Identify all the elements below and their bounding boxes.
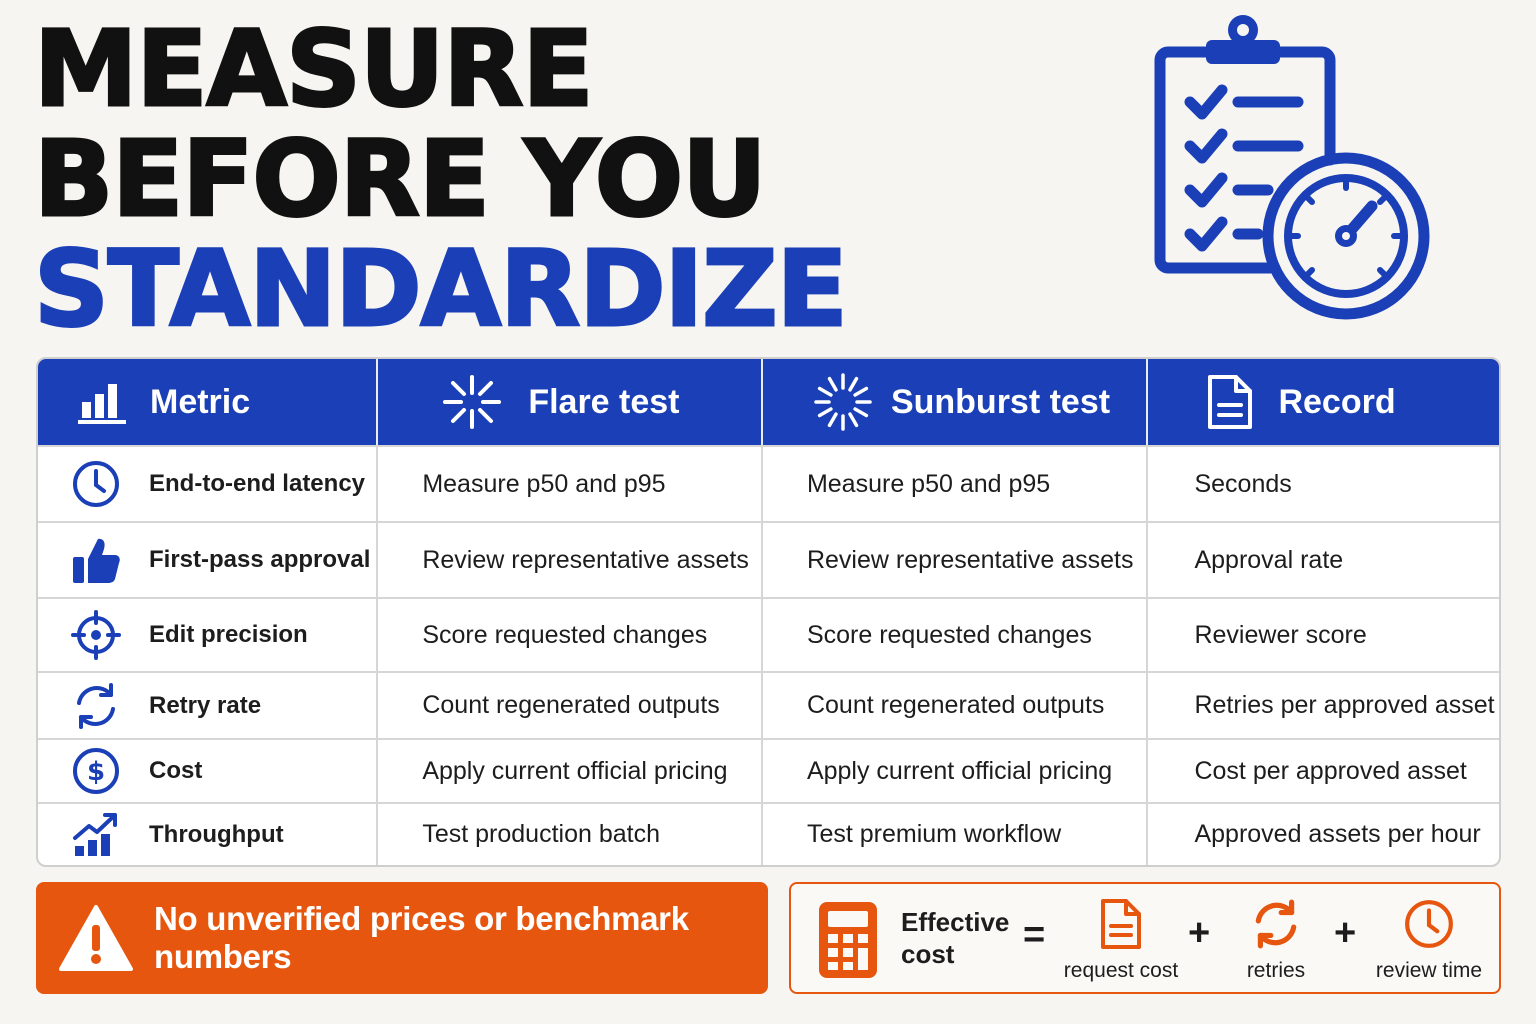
sunburst-icon xyxy=(813,372,873,432)
svg-text:$: $ xyxy=(86,757,106,787)
column-header-record xyxy=(1148,359,1499,445)
term-label: request cost xyxy=(1063,959,1179,982)
metric-cell xyxy=(38,802,378,865)
effective-cost-formula xyxy=(789,882,1501,994)
crosshair-icon xyxy=(71,610,121,660)
clipboard-speedometer-icon xyxy=(1150,10,1440,330)
record-cell: Approved assets per hour xyxy=(1148,802,1499,865)
term-review-time xyxy=(1369,898,1489,983)
title-line-3: STANDARDIZE xyxy=(34,228,847,350)
title-line-1: MEASURE xyxy=(34,8,593,130)
header-label: Flare test xyxy=(528,382,680,421)
sunburst-cell: Measure p50 and p95 xyxy=(763,445,1149,521)
metrics-table xyxy=(36,357,1501,867)
page-title xyxy=(34,8,847,350)
metric-cell xyxy=(38,445,378,521)
term-label: review time xyxy=(1375,959,1483,982)
record-cell: Seconds xyxy=(1148,445,1499,521)
growth-chart-icon xyxy=(71,810,121,860)
flare-icon xyxy=(442,374,502,430)
effective-cost-label-line1: Effective xyxy=(901,907,1010,937)
thumbs-up-icon xyxy=(71,535,121,585)
clock-icon xyxy=(1403,898,1455,950)
bar-chart-icon xyxy=(78,380,128,424)
column-header-sunburst xyxy=(763,359,1149,445)
document-icon xyxy=(1100,898,1142,950)
table-row xyxy=(38,738,1499,802)
record-cell: Cost per approved asset xyxy=(1148,738,1499,802)
column-header-flare xyxy=(378,359,763,445)
effective-cost-label xyxy=(901,906,1009,970)
table-row xyxy=(38,597,1499,671)
warning-banner xyxy=(36,882,768,994)
term-label: retries xyxy=(1246,959,1306,982)
metric-label: Retry rate xyxy=(149,691,262,719)
equals-sign: = xyxy=(1023,914,1046,956)
header-label: Sunburst test xyxy=(890,382,1111,421)
table-row xyxy=(38,445,1499,521)
table-row xyxy=(38,802,1499,865)
metric-cell xyxy=(38,671,378,738)
flare-cell: Test production batch xyxy=(378,802,763,865)
calculator-icon xyxy=(819,902,877,978)
table-row xyxy=(38,521,1499,597)
sunburst-cell: Test premium workflow xyxy=(763,802,1149,865)
term-retries xyxy=(1231,898,1321,983)
metric-label: Cost xyxy=(149,757,203,784)
record-cell: Approval rate xyxy=(1148,521,1499,597)
column-header-metric xyxy=(38,359,378,445)
metric-cell xyxy=(38,521,378,597)
document-icon xyxy=(1206,373,1254,431)
metric-label: Throughput xyxy=(149,820,284,848)
flare-cell: Measure p50 and p95 xyxy=(378,445,763,521)
dollar-icon xyxy=(71,746,121,796)
refresh-icon xyxy=(71,681,121,731)
effective-cost-label-line2: cost xyxy=(901,939,955,969)
sunburst-cell: Score requested changes xyxy=(763,597,1149,671)
plus-sign: + xyxy=(1334,912,1357,954)
sunburst-cell: Apply current official pricing xyxy=(763,738,1149,802)
header-label: Metric xyxy=(150,382,251,421)
header-label: Record xyxy=(1278,382,1396,421)
clock-icon xyxy=(71,459,121,509)
plus-sign: + xyxy=(1188,912,1211,954)
table-row xyxy=(38,671,1499,738)
metric-label: Edit precision xyxy=(149,621,308,648)
refresh-icon xyxy=(1250,898,1302,950)
metric-cell xyxy=(38,738,378,802)
flare-cell: Count regenerated outputs xyxy=(378,671,763,738)
record-cell: Retries per approved asset xyxy=(1148,671,1499,738)
flare-cell: Score requested changes xyxy=(378,597,763,671)
table-header-row xyxy=(38,359,1499,445)
sunburst-cell: Review representative assets xyxy=(763,521,1149,597)
term-request-cost xyxy=(1061,898,1181,983)
metric-label: End-to-end latency xyxy=(149,470,366,497)
metric-cell xyxy=(38,597,378,671)
warning-text: No unverified prices or benchmark numbers xyxy=(154,900,689,975)
title-line-2: BEFORE YOU xyxy=(34,118,766,240)
warning-triangle-icon xyxy=(58,903,134,973)
metric-label: First-pass approval xyxy=(149,546,371,573)
record-cell: Reviewer score xyxy=(1148,597,1499,671)
sunburst-cell: Count regenerated outputs xyxy=(763,671,1149,738)
flare-cell: Review representative assets xyxy=(378,521,763,597)
flare-cell: Apply current official pricing xyxy=(378,738,763,802)
